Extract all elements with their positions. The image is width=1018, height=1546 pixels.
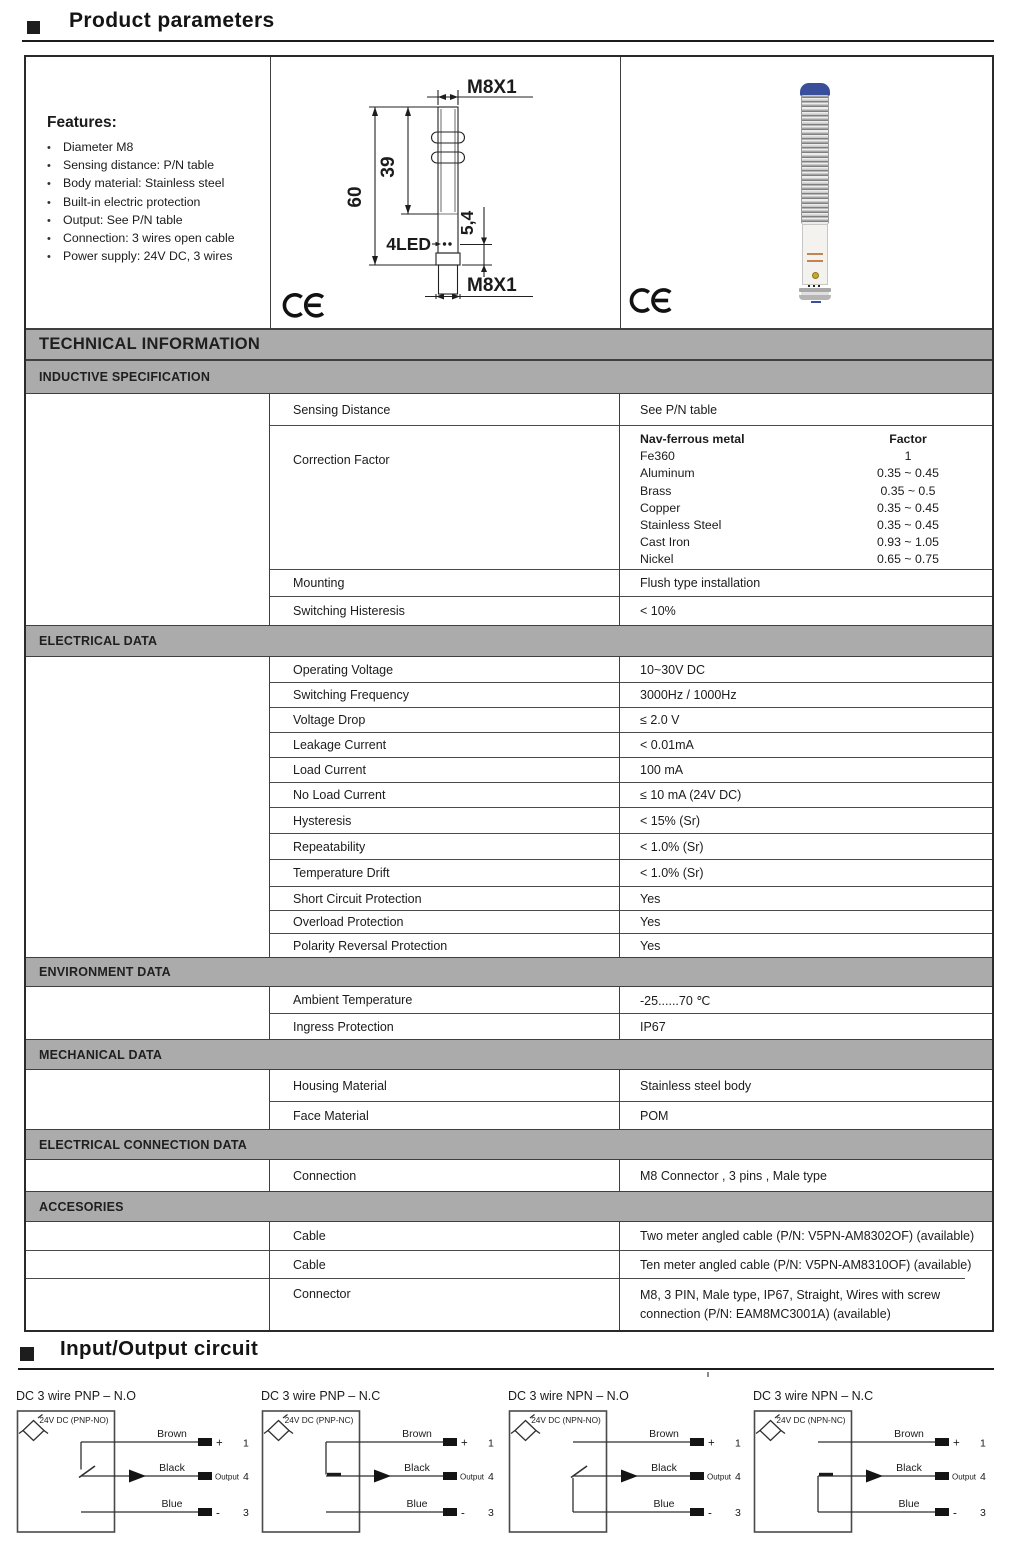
wire-label-blue: Blue <box>898 1498 920 1510</box>
wire-label-blue: Blue <box>653 1498 675 1510</box>
sensor-led-indicator <box>812 272 819 279</box>
pin-minus: - <box>461 1507 465 1520</box>
spec-row-spacer <box>26 910 270 933</box>
correction-row <box>620 483 992 500</box>
spec-value: Yes <box>620 910 992 933</box>
overview-row <box>26 57 992 328</box>
pin-number-4: 4 <box>735 1471 741 1483</box>
accessories-header <box>26 1191 992 1222</box>
spec-table <box>24 55 994 1332</box>
spec-row-spacer <box>26 1278 270 1330</box>
pin-number-4: 4 <box>980 1471 986 1483</box>
pin-number-3: 3 <box>980 1507 986 1519</box>
spec-row <box>26 596 992 625</box>
pin-number-1: 1 <box>735 1437 741 1450</box>
metal-name: Cast Iron <box>640 535 690 550</box>
spec-value: M8, 3 PIN, Male type, IP67, Straight, Wires with screw connection (P/N: EAM8MC3001A) (available) <box>620 1278 965 1330</box>
spec-row-spacer <box>26 833 270 859</box>
spec-row-spacer <box>26 1160 270 1191</box>
spec-row <box>26 1070 992 1101</box>
pin-number-1: 1 <box>243 1437 249 1450</box>
feature-item: • Connection: 3 wires open cable <box>47 230 260 248</box>
spec-row <box>26 1278 992 1330</box>
spec-row <box>26 987 992 1013</box>
spec-row-spacer <box>26 1222 270 1250</box>
circuit-box-label: 24V DC (PNP-NO) <box>39 1415 109 1425</box>
spec-value: IP67 <box>620 1013 992 1039</box>
title-underline <box>22 40 994 42</box>
spec-row <box>26 1013 992 1039</box>
metal-name: Nickel <box>640 552 674 567</box>
feature-item: • Sensing distance: P/N table <box>47 157 260 175</box>
spec-label: Cable <box>270 1250 620 1278</box>
electrical-connection-header <box>26 1129 992 1160</box>
wire-label-black: Black <box>159 1462 185 1474</box>
pin-number-3: 3 <box>243 1507 249 1519</box>
metal-factor: 0.35 ~ 0.45 <box>877 466 939 481</box>
tech-info-header: TECHNICAL INFORMATION <box>26 328 992 360</box>
spec-label: Housing Material <box>270 1070 620 1101</box>
pin-plus: + <box>216 1437 223 1450</box>
feature-item: • Built-in electric protection <box>47 194 260 212</box>
spec-row <box>26 657 992 682</box>
correction-col-metal: Nav-ferrous metal <box>640 432 745 446</box>
sensor-print-line <box>807 260 823 262</box>
feature-item: • Body material: Stainless steel <box>47 175 260 193</box>
spec-row-spacer <box>26 707 270 732</box>
spec-label: Load Current <box>270 757 620 782</box>
pin-plus: + <box>708 1437 715 1450</box>
section-title: ELECTRICAL CONNECTION DATA <box>39 1137 247 1152</box>
spec-value: 10~30V DC <box>640 662 705 677</box>
circuit-diagram-svg <box>753 1408 998 1540</box>
correction-factor-table <box>620 425 992 569</box>
ce-mark-icon <box>628 288 676 313</box>
electrical-data-header: ELECTRICAL DATA <box>26 625 992 657</box>
led-label: 4LED <box>386 234 431 254</box>
section-title: ACCESORIES <box>39 1199 124 1214</box>
spec-row-spacer <box>26 1070 270 1101</box>
spec-value: Flush type installation <box>620 569 992 596</box>
metal-name: Copper <box>640 500 681 515</box>
pin-output: Output <box>707 1472 732 1482</box>
product-photo-cell <box>620 57 992 328</box>
feature-item: • Power supply: 24V DC, 3 wires <box>47 248 260 266</box>
spec-label: Voltage Drop <box>270 707 620 732</box>
dim-tip-label: 5,4 <box>457 210 477 236</box>
wire-label-blue: Blue <box>406 1498 428 1510</box>
feature-item: • Diameter M8 <box>47 139 260 157</box>
spec-label: Switching Frequency <box>270 682 620 707</box>
spec-row-spacer <box>26 859 270 886</box>
sensor-connector-mark <box>811 301 821 303</box>
circuit-title: DC 3 wire PNP – N.O <box>16 1389 136 1403</box>
spec-row-spacer <box>26 1013 270 1039</box>
section-bullet-square <box>20 1347 34 1361</box>
spec-label: Hysteresis <box>270 807 620 833</box>
features-list <box>47 139 260 266</box>
sensor-threaded-body <box>801 95 829 224</box>
spec-label: Ambient Temperature <box>270 987 620 1013</box>
pin-number-3: 3 <box>488 1507 494 1519</box>
pin-output: Output <box>460 1472 485 1482</box>
circuit-box-label: 24V DC (NPN-NO) <box>531 1415 601 1425</box>
spec-row <box>26 859 992 886</box>
spec-row-spacer <box>26 807 270 833</box>
spec-label: No Load Current <box>270 782 620 807</box>
circuit-pnp-nc <box>261 1389 506 1540</box>
spec-label: Sensing Distance <box>270 394 620 425</box>
spec-label: Mounting <box>270 569 620 596</box>
spec-row <box>26 569 992 596</box>
correction-row <box>620 500 992 517</box>
spec-label: Polarity Reversal Protection <box>270 933 620 957</box>
features-heading: Features: <box>47 114 117 131</box>
spec-value: Two meter angled cable (P/N: V5PN-AM8302OF) (available) <box>640 1229 975 1243</box>
pin-number-4: 4 <box>243 1471 249 1483</box>
spec-row <box>26 1250 992 1278</box>
sensor-connector-ring <box>799 295 831 300</box>
sensor-print-line <box>807 253 823 255</box>
spec-label: Overload Protection <box>270 910 620 933</box>
circuit-title: DC 3 wire PNP – N.C <box>261 1389 381 1403</box>
metal-name: Brass <box>640 483 672 498</box>
correction-row <box>620 448 992 465</box>
metal-factor: 0.35 ~ 0.45 <box>877 518 939 533</box>
spec-value: Yes <box>620 933 992 957</box>
spec-value: POM <box>620 1101 992 1129</box>
correction-row <box>620 551 992 568</box>
feature-item: • Output: See P/N table <box>47 212 260 230</box>
circuit-diagram-svg <box>261 1408 506 1540</box>
correction-row <box>620 534 992 551</box>
io-title-underline <box>18 1368 994 1370</box>
metal-factor: 1 <box>904 449 912 464</box>
spec-row-spacer <box>26 732 270 757</box>
spec-row <box>26 807 992 833</box>
metal-factor: 0.35 ~ 0.5 <box>880 483 936 498</box>
pin-number-4: 4 <box>488 1471 494 1483</box>
spec-row-spacer <box>26 757 270 782</box>
sensor-connector-dots <box>808 285 822 287</box>
spec-row-spacer <box>26 596 270 625</box>
dimension-drawing-cell <box>270 57 620 328</box>
spec-label: Leakage Current <box>270 732 620 757</box>
spec-label: Operating Voltage <box>270 657 620 682</box>
spec-value: Yes <box>620 886 992 910</box>
spec-row <box>26 732 992 757</box>
spec-value: Stainless steel body <box>640 1078 752 1093</box>
spec-row-spacer <box>26 657 270 682</box>
pin-minus: - <box>216 1507 220 1520</box>
page-title: Product parameters <box>69 9 275 32</box>
circuit-pnp-no <box>16 1389 261 1540</box>
wire-label-black: Black <box>896 1462 922 1474</box>
spec-value: < 0.01mA <box>620 732 992 757</box>
spec-row <box>26 1222 992 1250</box>
spec-value: See P/N table <box>640 402 718 417</box>
spec-row <box>26 833 992 859</box>
wire-label-black: Black <box>404 1462 430 1474</box>
metal-name: Stainless Steel <box>640 518 722 533</box>
dim-thread-label: 39 <box>378 156 399 178</box>
spec-row-spacer <box>26 987 270 1013</box>
metal-name: Fe360 <box>640 449 675 464</box>
features-cell <box>26 57 270 328</box>
circuit-diagram-svg <box>16 1408 261 1540</box>
spec-value: < 10% <box>620 596 992 625</box>
spec-value: 3000Hz / 1000Hz <box>620 682 992 707</box>
spec-value: Ten meter angled cable (P/N: V5PN-AM8310OF) (available) <box>620 1250 992 1278</box>
circuit-box-label: 24V DC (PNP-NC) <box>284 1415 354 1425</box>
spec-row <box>26 933 992 957</box>
spec-label: Temperature Drift <box>270 859 620 886</box>
section-bullet-square <box>27 21 40 34</box>
inductive-spec-header: INDUCTIVE SPECIFICATION <box>26 360 992 394</box>
spec-row <box>26 707 992 732</box>
stray-mark <box>707 1372 709 1377</box>
correction-row <box>620 465 992 482</box>
metal-factor: 0.35 ~ 0.45 <box>877 500 939 515</box>
wire-label-brown: Brown <box>649 1428 679 1440</box>
spec-row-spacer <box>26 886 270 910</box>
spec-row <box>26 782 992 807</box>
circuit-npn-no <box>508 1389 753 1540</box>
pin-plus: + <box>461 1437 468 1450</box>
spec-row-correction <box>26 425 992 569</box>
spec-row <box>26 394 992 425</box>
spec-row <box>26 682 992 707</box>
spec-row <box>26 910 992 933</box>
spec-value: M8 Connector , 3 pins , Male type <box>640 1168 827 1183</box>
spec-row-spacer <box>26 1250 270 1278</box>
circuit-box-label: 24V DC (NPN-NC) <box>776 1415 846 1425</box>
spec-label: Cable <box>270 1222 620 1250</box>
wire-label-blue: Blue <box>161 1498 183 1510</box>
spec-value: < 1.0% (Sr) <box>620 859 992 886</box>
pin-number-1: 1 <box>488 1437 494 1450</box>
wire-label-brown: Brown <box>402 1428 432 1440</box>
spec-row <box>26 1160 992 1191</box>
pin-output: Output <box>215 1472 240 1482</box>
spec-label: Switching Histeresis <box>270 596 620 625</box>
spec-value: < 15% (Sr) <box>620 807 992 833</box>
spec-row-spacer <box>26 569 270 596</box>
spec-row <box>26 757 992 782</box>
spec-label: Repeatability <box>270 833 620 859</box>
correction-header-row <box>620 431 992 448</box>
pin-number-1: 1 <box>980 1437 986 1450</box>
spec-label: Connection <box>270 1160 620 1191</box>
ce-mark-icon <box>284 295 323 316</box>
correction-row <box>620 517 992 534</box>
spec-label: Correction Factor <box>270 425 620 569</box>
dim-total-label: 60 <box>345 186 366 208</box>
spec-row-spacer <box>26 682 270 707</box>
pin-output: Output <box>952 1472 977 1482</box>
circuit-title: DC 3 wire NPN – N.C <box>753 1389 874 1403</box>
pin-number-3: 3 <box>735 1507 741 1519</box>
spec-value: 100 mA <box>620 757 992 782</box>
spec-row <box>26 1101 992 1129</box>
spec-value: ≤ 10 mA (24V DC) <box>620 782 992 807</box>
correction-col-factor: Factor <box>889 432 927 446</box>
wire-label-brown: Brown <box>157 1428 187 1440</box>
thread-top-label: M8X1 <box>467 77 517 98</box>
mechanical-data-header: MECHANICAL DATA <box>26 1039 992 1070</box>
spec-value: < 1.0% (Sr) <box>620 833 992 859</box>
circuit-npn-nc <box>753 1389 998 1540</box>
pin-minus: - <box>708 1507 712 1520</box>
spec-value: -25......70 ℃ <box>640 993 711 1008</box>
spec-row-spacer <box>26 394 270 425</box>
spec-row-spacer <box>26 1101 270 1129</box>
spec-label: Ingress Protection <box>270 1013 620 1039</box>
wire-label-brown: Brown <box>894 1428 924 1440</box>
wire-label-black: Black <box>651 1462 677 1474</box>
io-section-title: Input/Output circuit <box>60 1337 259 1360</box>
circuit-diagram-svg <box>508 1408 753 1540</box>
spec-row <box>26 886 992 910</box>
metal-factor: 0.93 ~ 1.05 <box>877 535 939 550</box>
circuit-title: DC 3 wire NPN – N.O <box>508 1389 629 1403</box>
metal-factor: 0.65 ~ 0.75 <box>877 552 939 567</box>
spec-row-spacer <box>26 425 270 569</box>
pin-plus: + <box>953 1437 960 1450</box>
spec-label: Face Material <box>270 1101 620 1129</box>
spec-label: Short Circuit Protection <box>270 886 620 910</box>
metal-name: Aluminum <box>640 466 695 481</box>
pin-minus: - <box>953 1507 957 1520</box>
thread-bottom-label: M8X1 <box>467 275 517 296</box>
spec-value: ≤ 2.0 V <box>620 707 992 732</box>
spec-label: Connector <box>270 1278 620 1330</box>
spec-row-spacer <box>26 933 270 957</box>
dimension-drawing-svg <box>271 57 621 328</box>
environment-data-header: ENVIRONMENT DATA <box>26 957 992 987</box>
spec-row-spacer <box>26 782 270 807</box>
